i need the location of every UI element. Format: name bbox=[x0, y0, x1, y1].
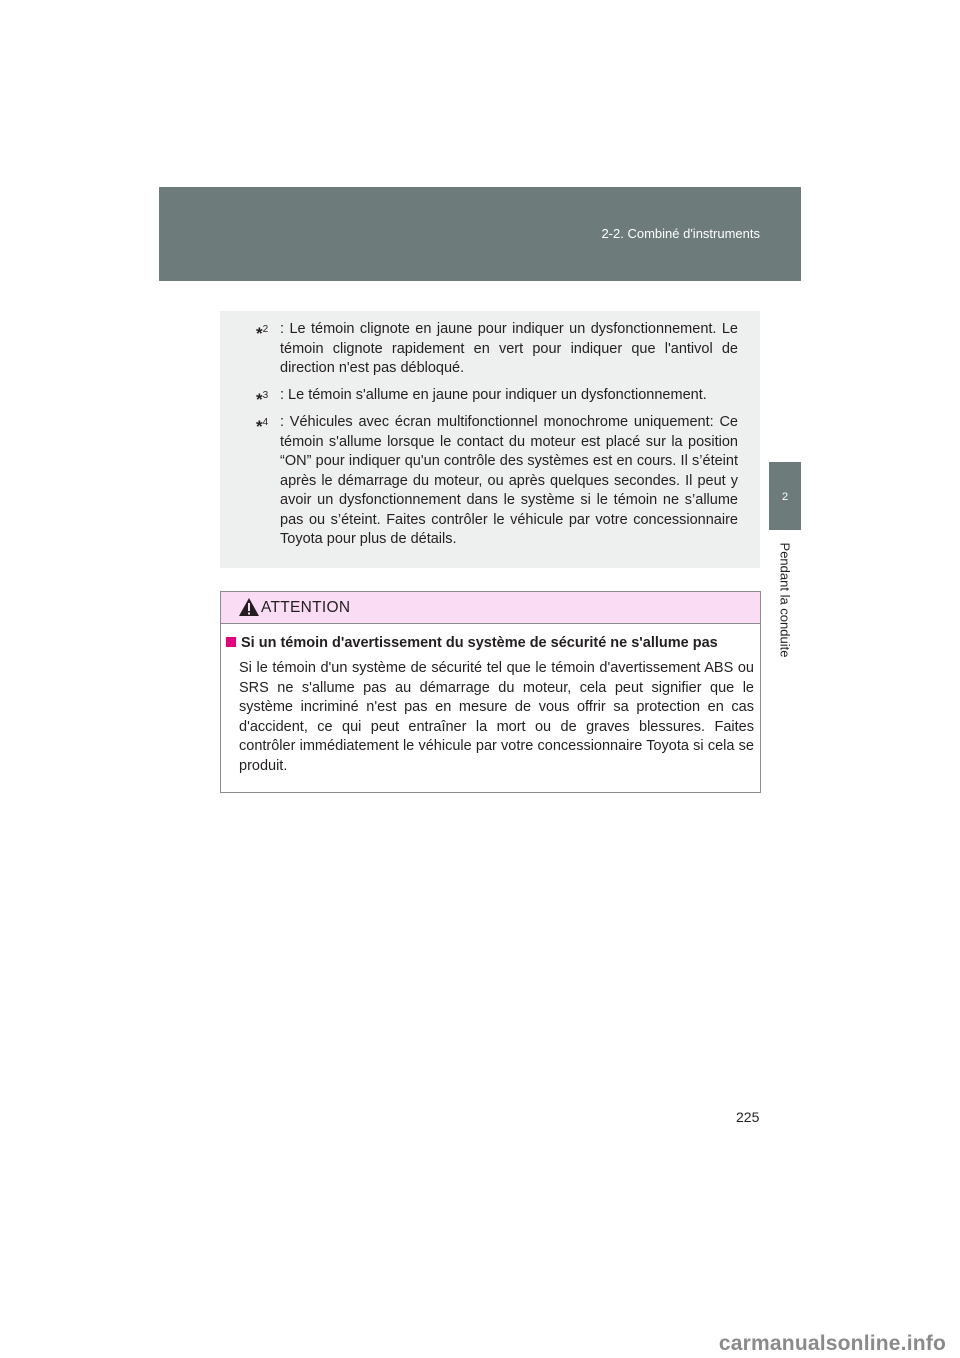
footnote-3 bbox=[256, 386, 738, 409]
warning-header bbox=[221, 592, 760, 624]
warning-triangle-icon bbox=[238, 597, 260, 617]
chapter-number: 2 bbox=[781, 491, 789, 503]
footnotes-box bbox=[220, 311, 760, 568]
chapter-side-tab bbox=[769, 462, 801, 530]
footnote-marker: *$^2$ bbox=[256, 324, 269, 343]
warning-body: Si le témoin d'un système de sécurité tel que le témoin d'avertissement ABS ou SRS ne s'allume pas au démarrage du moteur, cela peut signifier que le système incriminé n'est pas en mesure de vous offrir sa protection en cas d'accident, ce qui peut entraîner la mort ou de graves blessures. Faites contrôler immédiatement le véhicule par votre concessionnaire Toyota si cela se produit. bbox=[239, 660, 754, 774]
section-title: 2-2. Combiné d'instruments bbox=[601, 226, 760, 241]
square-bullet-icon bbox=[226, 637, 236, 647]
footnote-4 bbox=[256, 413, 738, 550]
warning-title: ATTENTION bbox=[261, 599, 351, 616]
chapter-header-band bbox=[159, 187, 801, 281]
watermark: carmanualsonline.info bbox=[718, 1332, 946, 1355]
footnote-2 bbox=[256, 320, 738, 379]
footnote-text: : Véhicules avec écran multifonctionnel monochrome uniquement: Ce témoin s'allume lorsque le contact du moteur est placé sur la position “ON” pour indiquer qu'un contrôle des systèmes est en cours. Il s’éteint après le démarrage du moteur, ou après quelques secondes. Il peut y avoir un dysfonctionnement dans le système si le témoin ne s’allume pas ou s’éteint. Faites contrôler le véhicule par votre concessionnaire Toyota pour plus de détails. bbox=[280, 414, 738, 547]
footnote-marker: *$^4$ bbox=[256, 417, 269, 436]
page-number: 225 bbox=[736, 1109, 760, 1125]
footnote-marker: *$^3$ bbox=[256, 390, 269, 409]
footnote-text: : Le témoin clignote en jaune pour indiquer un dysfonctionnement. Le témoin clignote rapidement en vert pour indiquer que l'antivol de direction n'est pas débloqué. bbox=[280, 321, 738, 376]
chapter-title-vertical: Pendant la conduite bbox=[777, 542, 793, 658]
warning-heading: Si un témoin d'avertissement du système de sécurité ne s'allume pas bbox=[226, 634, 751, 653]
warning-box bbox=[220, 591, 761, 793]
footnote-text: : Le témoin s'allume en jaune pour indiquer un dysfonctionnement. bbox=[280, 387, 707, 403]
